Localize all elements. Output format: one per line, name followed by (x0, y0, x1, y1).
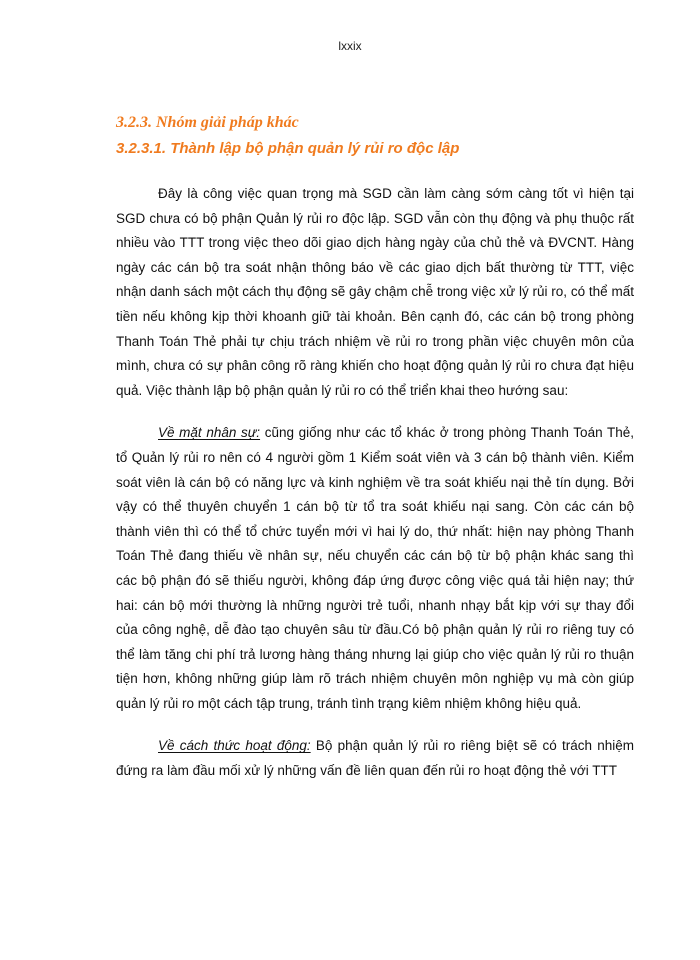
paragraph-intro-text: Đây là công việc quan trọng mà SGD cần làm càng sớm càng tốt vì hiện tại SGD chưa có bộ phận Quản lý rủi ro độc lập. SGD vẫn còn thụ động và phụ thuộc rất nhiều vào TTT trong việc theo dõi giao dịch hàng ngày của chủ thẻ và ĐVCNT. Hàng ngày các cán bộ tra soát nhận thông báo về các giao dịch bất thường từ TTT, việc nhận danh sách một cách thụ động sẽ gây chậm chễ trong việc xử lý rủi ro, có thể mất tiền nếu không kịp thời khoanh giữ tài khoản. Bên cạnh đó, các cán bộ trong phòng Thanh Toán Thẻ phải tự chịu trách nhiệm về rủi ro trong phần việc chuyên môn của mình, chưa có sự phân công rõ ràng khiến cho hoạt động quản lý rủi ro chưa đạt hiệu quả. Việc thành lập bộ phận quản lý rủi ro có thể triển khai theo hướng sau: (116, 186, 634, 398)
paragraph-personnel-text: cũng giống như các tổ khác ở trong phòng Thanh Toán Thẻ, tổ Quản lý rủi ro nên có 4 người gồm 1 Kiểm soát viên và 3 cán bộ thành viên. Kiểm soát viên là cán bộ có năng lực và kinh nghiệm về tra soát khiếu nại thẻ tín dụng. Bởi vậy có thể thuyên chuyển 1 cán bộ từ tổ tra soát khiếu nại sang. Còn các cán bộ thành viên thì có thể tổ chức tuyển mới vì hai lý do, thứ nhất: hiện nay phòng Thanh Toán Thẻ đang thiếu về nhân sự, nếu chuyển các cán bộ từ bộ phận khác sang thì các bộ phận đó sẽ thiếu người, không đáp ứng được công việc quá tải hiện nay; thứ hai: cán bộ mới thường là những người trẻ tuổi, nhanh nhạy bắt kịp với sự thay đổi của công nghệ, dễ đào tạo chuyên sâu từ đầu.Có bộ phận quản lý rủi ro riêng tuy có thể làm tăng chi phí trả lương hàng tháng nhưng lại giúp cho việc quản lý rủi ro thuận tiện hơn, không những giúp làm rõ trách nhiệm chuyên môn nghiệp vụ mà còn giúp quản lý rủi ro một cách tập trung, tránh tình trạng kiêm nhiệm không hiệu quả. (116, 425, 634, 711)
section-heading: 3.2.3. Nhóm giải pháp khác (116, 114, 299, 131)
paragraph-operation-text: Bộ phận quản lý rủi ro riêng biệt sẽ có trách nhiệm đứng ra làm đầu mối xử lý những vấn đề liên quan đến rủi ro hoạt động thẻ với TTT (116, 738, 634, 779)
document-body (116, 112, 634, 784)
paragraph-personnel (116, 421, 634, 716)
paragraph-personnel-lead: Về mặt nhân sự: (158, 425, 261, 441)
paragraph-operation (116, 734, 634, 783)
paragraph-operation-lead: Về cách thức hoạt động: (158, 738, 311, 754)
paragraph-intro (116, 182, 634, 403)
section-subheading: 3.2.3.1. Thành lập bộ phận quản lý rủi ro độc lập (116, 140, 460, 157)
page-number: lxxix (338, 39, 362, 53)
